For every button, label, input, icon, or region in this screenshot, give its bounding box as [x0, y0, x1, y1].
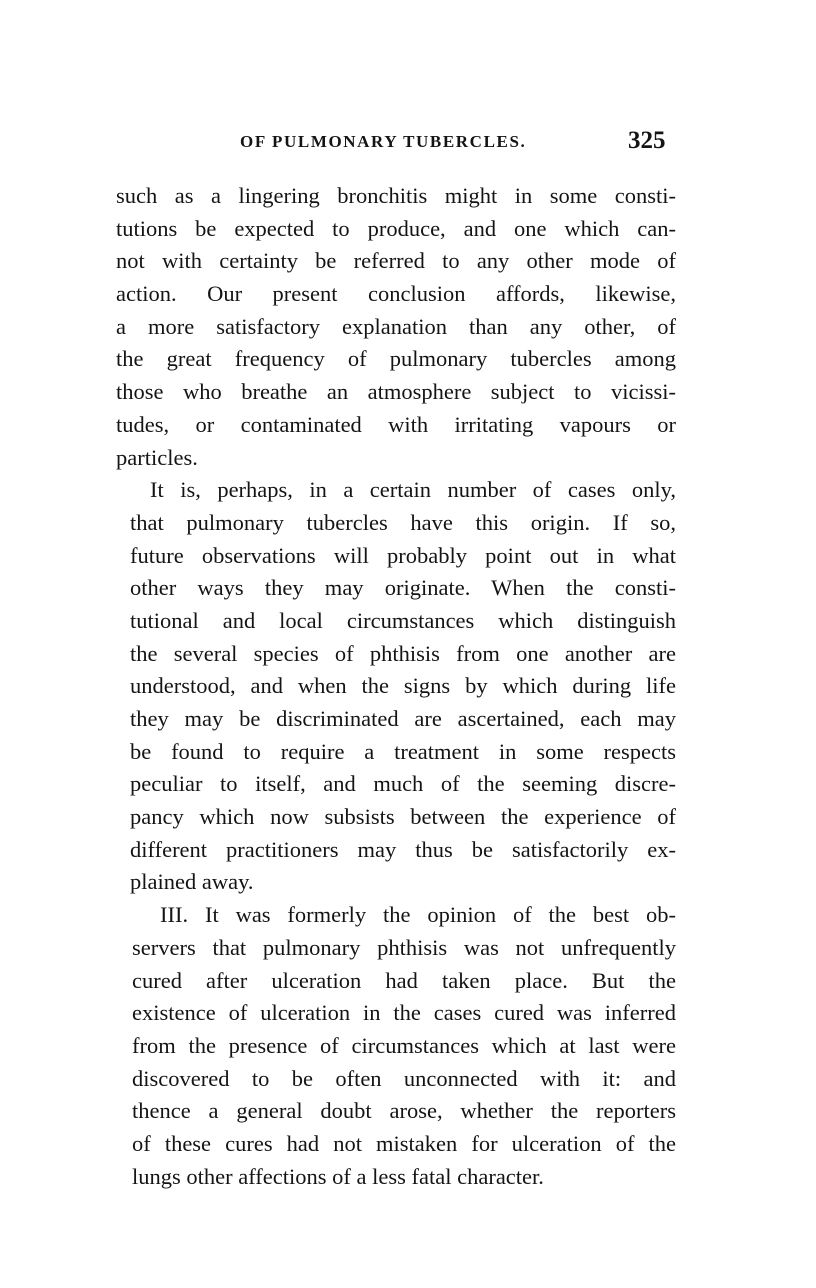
paragraph-1 [116, 180, 676, 474]
text-line: different practitioners may thus be satisfactorily ex- [130, 836, 676, 862]
page-number: 325 [628, 127, 666, 154]
text-line: plained away. [130, 869, 254, 895]
text-line: discovered to be often unconnected with it: and [132, 1065, 676, 1091]
text-line: lungs other affections of a less fatal character. [132, 1163, 544, 1189]
text-line: not with certainty be referred to any other mode of [116, 248, 676, 274]
text-line: future observations will probably point out in what [130, 542, 676, 568]
text-line: be found to require a treatment in some respects [130, 738, 676, 764]
text-line: III. It was formerly the opinion of the best ob- [160, 902, 676, 928]
text-line: servers that pulmonary phthisis was not unfrequently [132, 934, 676, 960]
text-line: of these cures had not mistaken for ulceration of the [132, 1130, 676, 1156]
text-line: the great frequency of pulmonary tubercles among [116, 346, 676, 372]
text-line: from the presence of circumstances which at last were [132, 1032, 676, 1058]
text-line: existence of ulceration in the cases cured was inferred [132, 1000, 676, 1026]
running-head [0, 127, 816, 160]
paragraph-3 [116, 899, 676, 1193]
text-line: such as a lingering bronchitis might in some consti- [116, 183, 676, 208]
text-line: cured after ulceration had taken place. But the [132, 967, 676, 993]
text-line: particles. [116, 444, 198, 470]
text-line: peculiar to itself, and much of the seeming discre- [130, 771, 676, 797]
text-line: thence a general doubt arose, whether the reporters [132, 1098, 676, 1124]
running-title: OF PULMONARY TUBERCLES. [240, 132, 527, 151]
text-line: the several species of phthisis from one another are [130, 640, 676, 666]
text-line: tudes, or contaminated with irritating vapours or [116, 411, 676, 437]
text-line: they may be discriminated are ascertained, each may [130, 706, 676, 731]
body-text [116, 180, 676, 1193]
paragraph-2 [116, 474, 676, 899]
text-line: It is, perhaps, in a certain number of cases only, [150, 477, 676, 503]
text-line: understood, and when the signs by which during life [130, 673, 676, 699]
text-line: a more satisfactory explanation than any other, of [116, 313, 676, 339]
text-line: those who breathe an atmosphere subject to vicissi- [116, 379, 676, 405]
text-line: pancy which now subsists between the experience of [130, 804, 676, 830]
text-line: that pulmonary tubercles have this origin. If so, [130, 509, 676, 535]
text-line: action. Our present conclusion affords, likewise, [116, 281, 676, 307]
text-line: tutions be expected to produce, and one which can- [116, 215, 676, 241]
text-line: tutional and local circumstances which distinguish [130, 607, 676, 633]
text-line: other ways they may originate. When the consti- [130, 575, 676, 601]
